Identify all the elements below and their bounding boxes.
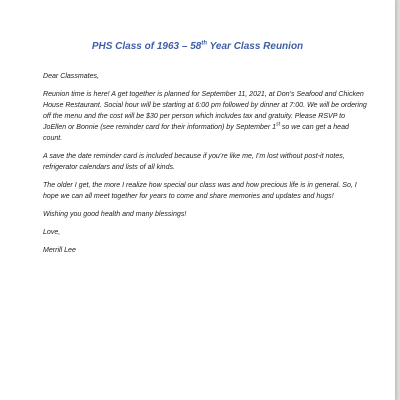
title-main: PHS Class of 1963 – 58 [91, 41, 202, 52]
paragraph-details-text: Reunion time is here! A get together is planned for September 11, 2021, at Don’s Seafood and Chicken House Restaurant. Social hour will be starting at 6:00 pm followed by dinner at 7:00. We will be ordering off the menu and the cost will be $30 per person which includes tax and gratuity. Please RSVP to JoEllen or Bonnie (see reminder card for their information) by September 1 [43, 91, 367, 131]
closing: Love, [43, 229, 61, 236]
title-rest: Year Class Reunion [207, 41, 304, 52]
paragraph-details [43, 89, 367, 144]
paragraph-reflection: The older I get, the more I realize how special our class was and how precious life is in general. So, I hope we can all meet together for years to come and share memories and updates and hugs! [43, 182, 357, 200]
letter-title [0, 41, 395, 52]
paragraph-details-end: so we can get a head count. [43, 124, 349, 142]
paragraph-wishes: Wishing you good health and many blessings! [43, 211, 187, 218]
title-superscript: th [201, 40, 208, 47]
signature: Merrill Lee [43, 247, 76, 254]
salutation: Dear Classmates, [43, 73, 100, 80]
paragraph-reminder: A save the date reminder card is included because if you’re like me, I’m lost without post-it notes, refrigerator calendars and lists of all kinds. [43, 153, 345, 171]
letter-body [43, 71, 367, 263]
ordinal-superscript: st [276, 121, 280, 128]
